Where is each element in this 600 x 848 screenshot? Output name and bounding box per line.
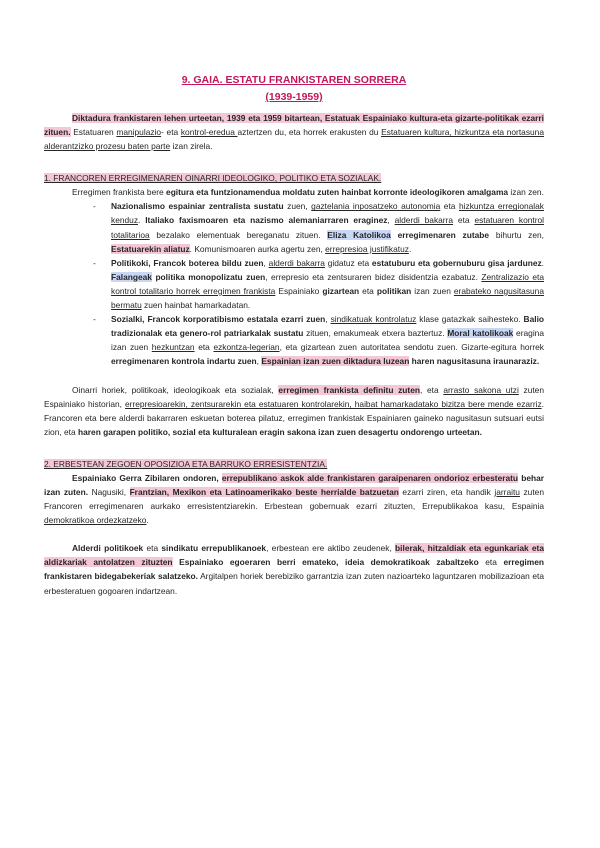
page-title bbox=[44, 72, 544, 106]
title-line-2: (1939-1959) bbox=[265, 91, 323, 103]
foundations-list bbox=[44, 199, 544, 368]
highlight-falange: Falangeak bbox=[111, 271, 152, 282]
intro-text: Estatuaren bbox=[70, 127, 117, 138]
section-1-heading: 1. FRANCOREN ERREGIMENAREN OINARRI IDEOLOGIKO, POLITIKO ETA SOZIALAK. bbox=[44, 173, 382, 184]
list-item-society: - Sozialki, Francok korporatibismo estatala ezarri zuen, sindikatuak kontrolatuz klase gatazkak saihesteko. Balio tradizionalak eta genero-rol patriarkalak sustatu zituen, emakumeak etxera baztertuz. Moral katolikoak eragina izan zuen hezkuntzan eta ezkontza-legerian, eta gizartean zuen autoritatea sendotu zuen. Gizarte-egitura horrek erregimenaren kontrola indartu zuen, Espainian izan zuen diktadura luzean haren nagusitasuna iraunaraziz. bbox=[111, 312, 544, 368]
intro-paragraph bbox=[44, 111, 544, 153]
section-1-conclusion: Oinarri horiek, politikoak, ideologikoak eta sozialak, erregimen frankista definitu zuten, eta arrasto sakona utzi zuten Espainiako historian, errepresioarekin, zentsurarekin eta estatuaren kontrolarekin, haibat hamarkadatako bizitza bere mende ezarriz. Francoren eta bere alderdi bakarraren eskuetan boterea pilatuz, erregimen frankistak Espainiaren gaineko nagusitasun sutsuari eutsi zion, eta haren garapen politiko, sozial eta kulturalean eragin sakona izan zuen desagertu ondorengo urteetan. bbox=[44, 384, 545, 437]
intro-text: aztertzen du, eta horrek erakusten du bbox=[237, 127, 382, 138]
intro-bold-policy: Estatuak Espainiako kultura-eta gizarte-politikak ezarri zituen. bbox=[44, 113, 544, 138]
section-2-paragraph-1: Espainiako Gerra Zibilaren ondoren, errepublikano askok alde frankistaren garaipenaren ondorioz erbesteratu behar izan zuten. Nagusiki, Frantzian, Mexikon eta Latinoamerikako beste herrialde batzuetan ezarri ziren, eta handik jarraitu zuten Francoren erregimenaren aurkako erresistentziarekin. Erbestean gobernuak ezarri zituzten, Errepublikakoa kasu, Espainia demokratikoa ordezkatzeko. bbox=[44, 472, 545, 526]
intro-text: izan zirela. bbox=[170, 141, 213, 152]
intro-underline-process: Estatuaren kultura, hizkuntza eta nortasuna alderantzizko prozesu baten parte bbox=[44, 127, 544, 152]
section-2-paragraph-2: Alderdi politikoek eta sindikatu errepublikanoek, erbestean ere aktibo zeudenek, bilerak, hitzaldiak eta egunkariak eta aldizkariak antolatzen zituzten Espainiako egoeraren berri emateko, ideia demokratikoak zabaltzeko eta erregimen frankistaren bidegabekeriak salatzeko. Argitalpen horiek berebiziko garrantzia izan zuten nazioarteko laguntzaren mobilizazioan eta erbesteratuen gogoaren indartzean. bbox=[44, 543, 545, 596]
intro-underline-manipulation: manipulazio bbox=[116, 127, 162, 138]
section-1-lead: Erregimen frankista bere egitura eta funtzionamendua moldatu zuten hainbat korronte ideologikoren amalgama izan zen. bbox=[72, 187, 544, 198]
section-2-heading: 2. ERBESTEAN ZEGOEN OPOSIZIOA ETA BARRUKO ERRESISTENTZIA. bbox=[44, 458, 328, 469]
list-item-politics: - Politikoki, Francok boterea bildu zuen, alderdi bakarra gidatuz eta estatuburu eta gobernuburu gisa jardunez. Falangeak politika monopolizatu zuen, errepresio eta zentsuraren bidez disidentzia ezabatuz. Zentralizazio eta kontrol totalitario horrek erregimen frankista Espainiako gizartean eta politikan izan zuen erabateko nagusitasuna bermatu zuen hainbat hamarkadatan. bbox=[111, 256, 544, 312]
intro-underline-control: kontrol-eredua bbox=[180, 127, 238, 138]
intro-text: - eta bbox=[161, 127, 181, 138]
highlight-church: Eliza Katolikoa bbox=[327, 229, 391, 240]
list-item-ideology: - Nazionalismo espainiar zentralista sustatu zuen, gaztelania inposatzeko autonomia eta hizkuntza erregionalak kenduz. Italiako faxismoaren eta nazismo alemaniarraren eraginez, alderdi bakarra eta estatuaren kontrol totalitarioa bezalako elementuak bereganatu zituen. Eliza Katolikoa erregimenaren zutabe bihurtu zen, Estatuarekin aliatuz. Komunismoaren aurka agertu zen, errepresioa justifikatuz. bbox=[111, 199, 544, 255]
title-line-1: 9. GAIA. ESTATU FRANKISTAREN SORRERA bbox=[181, 74, 407, 86]
highlight-catholic-moral: Moral katolikoak bbox=[447, 328, 514, 339]
intro-bold-dates: Diktadura frankistaren lehen urteetan, 1939 eta 1959 bitartean, bbox=[72, 113, 323, 123]
lead-bold: egitura eta funtzionamendua moldatu zuten hainbat korronte ideologikoren amalgama bbox=[166, 187, 509, 198]
